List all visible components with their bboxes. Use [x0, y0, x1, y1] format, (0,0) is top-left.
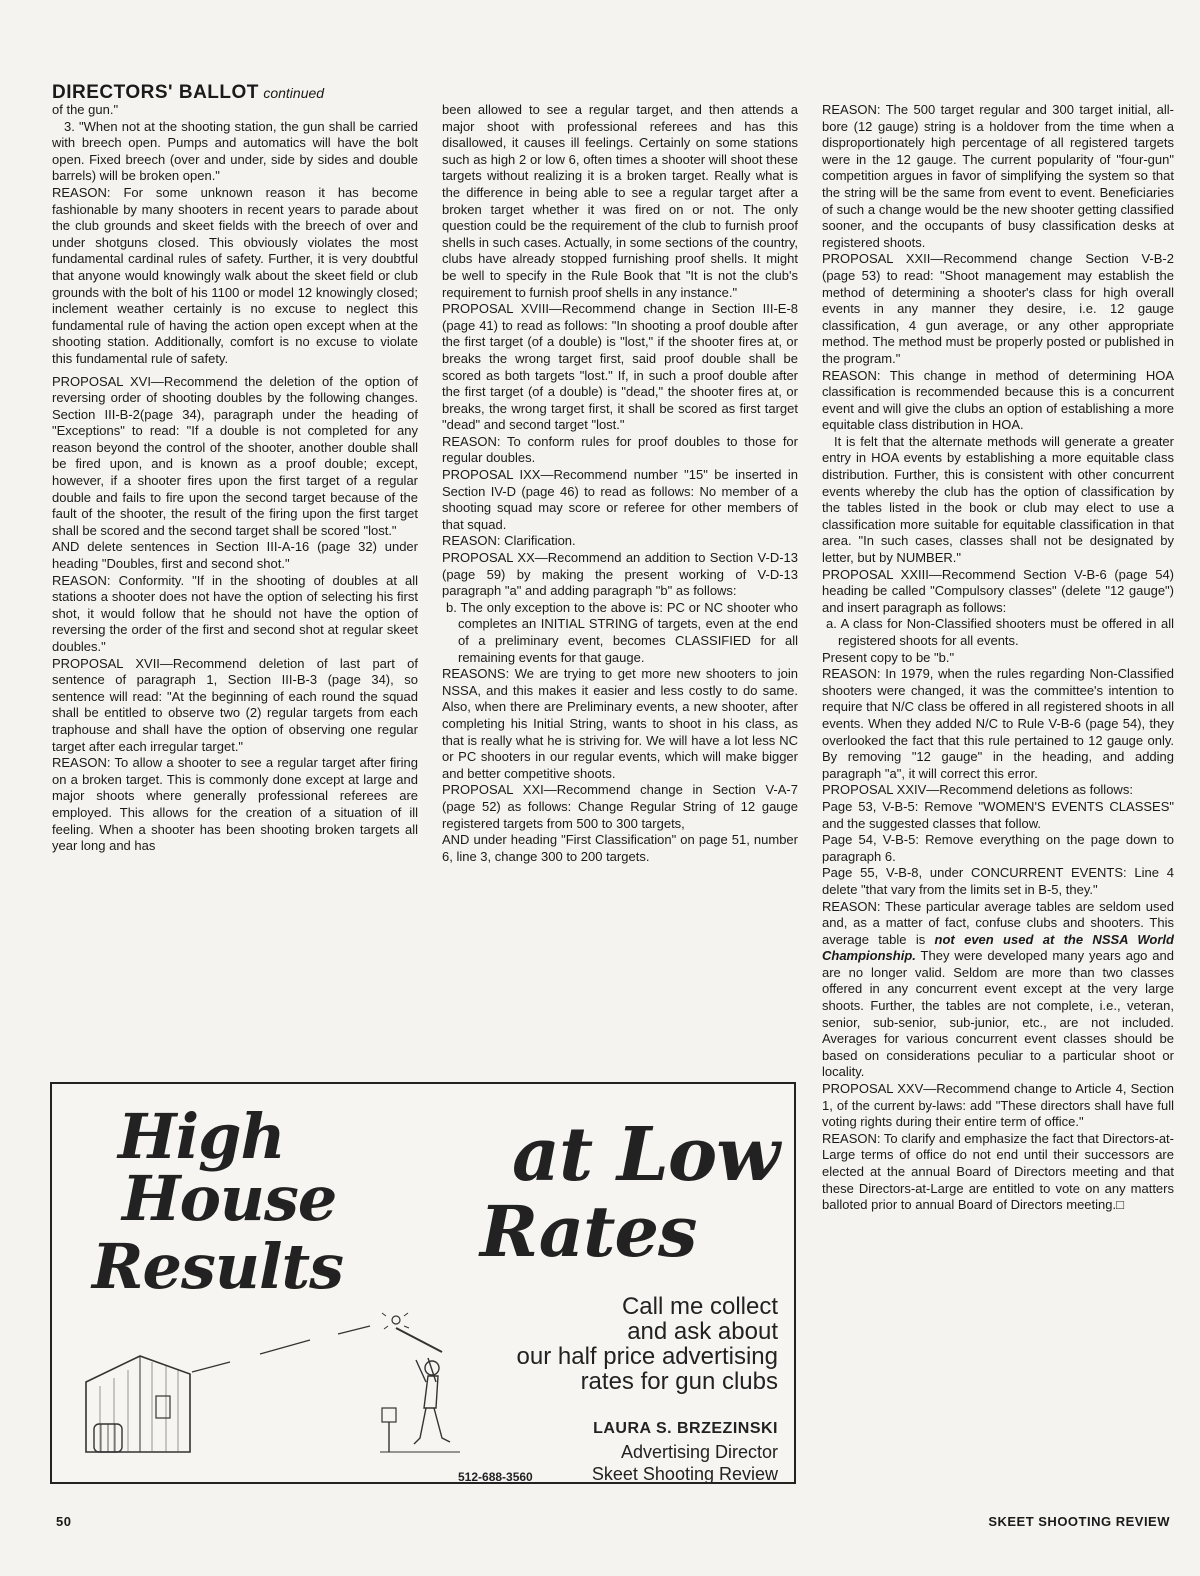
emphasis-text: not even used at the NSSA World Championship.: [822, 931, 1174, 964]
paragraph: [822, 1131, 1174, 1214]
paragraph: AND under heading "First Classification" on page 51, number 6, line 3, change 300 to 200 targets.: [442, 832, 798, 864]
ad-call-line: our half price advertising: [516, 1343, 778, 1370]
ad-headline-at-low: at Low: [512, 1112, 779, 1198]
paragraph: REASON: To allow a shooter to see a regular target after firing on a broken target. This is commonly done except at large and major shoots where generally professional referees are employed. This allows for the creation of a situation of ill feeling. When a shooter has been shooting broken targets all year long and has: [52, 755, 418, 854]
paragraph: [822, 899, 1174, 1082]
ad-call-line: and ask about: [627, 1318, 778, 1345]
section-header: [52, 82, 324, 104]
text-column-2: [442, 102, 798, 865]
paragraph: 3. "When not at the shooting station, the gun shall be carried with breech open. Pumps and automatics will have the bolt open. Fixed breech (over and under, side by sides and double barrels) will be broken open.": [52, 118, 418, 184]
paragraph: Present copy to be "b.": [822, 649, 955, 665]
paragraph: AND delete sentences in Section III-A-16 (page 32) under heading "Doubles, first and second shot.": [52, 539, 418, 572]
paragraph: REASON: This change in method of determining HOA classification is recommended because this is a concurrent event and will give the clubs an option of establishing a more equitable class distribution in HOA.: [822, 367, 1174, 433]
paragraph: been allowed to see a regular target, and then attends a major shoot with professional referees and has this disallowed, it causes ill feelings. Certainly on some stations such as high 2 or low 6, often times a shooter will shoot these targets without realizing it is a broken target. Really what is the difference in being able to see a regular target after a broken target whether it was fired on or not. The only question could be the requirement of the club to furnish proof shells in such cases. Actually, in some sections of the country, clubs have already stopped furnishing proof shells. It might be well to specify in the Rule Book that "It is not the club's requirement to furnish proof shells in any instance.": [442, 102, 798, 300]
ad-call-line: Call me collect: [621, 1293, 778, 1320]
ad-headline-rates: Rates: [480, 1190, 697, 1273]
paragraph: It is felt that the alternate methods will generate a greater entry in HOA events by establishing a more equitable class distribution. Further, this is consistent with other concurrent events whereby the club has the option of classification by the tables listed in the book or club may elect to use a classification more suitable for equitable classification in that area. "In such cases, classes shall not be designated by letter, but by NUMBER.": [822, 433, 1174, 566]
paragraph: Page 55, V-B-8, under CONCURRENT EVENTS: Line 4 delete "that vary from the limits set in B-5, they.": [822, 865, 1174, 897]
paragraph: of the gun.": [52, 102, 119, 117]
paragraph: REASON: Conformity. "If in the shooting of doubles at all stations a shooter does not have the option of selecting his first shot, it would follow that he should not have the option of reversing the order of the first and second shot at regular skeet doubles.": [52, 572, 418, 654]
ad-phone-number: 512-688-3560: [458, 1470, 533, 1484]
paragraph: PROPOSAL XXV—Recommend change to Article 4, Section 1, of the current by-laws: add "These directors shall have full voting rights during their entire term of office.": [822, 1081, 1174, 1130]
paragraph: PROPOSAL XXIV—Recommend deletions as follows:: [822, 782, 1133, 798]
section-title: DIRECTORS' BALLOT: [52, 82, 259, 103]
ad-call-line: rates for gun clubs: [580, 1368, 778, 1395]
paragraph: REASON: For some unknown reason it has become fashionable by many shooters in recent years to parade about the club grounds and skeet fields with the breech of over and under shotguns closed. This obviously violates the most fundamental cardinal rules of safety. Further, it is very doubtful that anyone would knowingly walk about the skeet field or club grounds with the bolt of his 1100 or model 12 knowingly closed; inclement weather certainly is no excuse to neglect this fundamental rule of having the action open except when at the shooting station. Additionally, comfort is no excuse to violate this fundamental rule of safety.: [52, 184, 418, 366]
continued-label: continued: [263, 85, 325, 101]
text-run: REASON: To clarify and emphasize the fact that Directors-at-Large terms of office do not end until their successors are elected at the annual Board of Directors meeting and that these Directors-at-Large are entitled to vote on any matters balloted prior to annual Board of Directors meeting.: [822, 1130, 1174, 1213]
ad-call-text: [458, 1294, 778, 1394]
ad-headline-results: Results: [92, 1230, 344, 1303]
paragraph: PROPOSAL XVIII—Recommend change in Section III-E-8 (page 41) to read as follows: "In shooting a proof double after the first target (of a double) is "lost," if the shooter fires at, or breaks the wrong target first, said proof double shall be scored as both targets "lost." If, in such a proof double after the first target (of a double) is "dead," the shooter fires at, or breaks, the wrong target first, it shall be scored as first target "dead" and second target "lost.": [442, 301, 798, 433]
ad-headline-house: House: [122, 1162, 337, 1235]
skeet-house-illustration: [80, 1312, 460, 1460]
paragraph: REASON: The 500 target regular and 300 target initial, all-bore (12 gauge) string is a holdover from the time when a disproportionately high percentage of all registered targets were in the 12 gauge. The current popularity of "four-gun" competition argues in favor of simplifying the system so that the string will be the same from event to event. Beneficiaries of such a change would be the new shooter getting classified sooner, and the occupants of busy classification desks at registered shoots.: [822, 102, 1174, 250]
paragraph: Page 53, V-B-5: Remove "WOMEN'S EVENTS CLASSES" and the suggested classes that follow.: [822, 798, 1174, 831]
ad-contact-name: LAURA S. BRZEZINSKI: [593, 1420, 778, 1437]
advertisement: [50, 1082, 796, 1484]
paragraph: PROPOSAL IXX—Recommend number "15" be inserted in Section IV-D (page 46) to read as follows: No member of a shooting squad may score or referee for other members of that squad.: [442, 467, 798, 532]
publication-name: SKEET SHOOTING REVIEW: [988, 1514, 1170, 1529]
paragraph: Page 54, V-B-5: Remove everything on the page down to paragraph 6.: [822, 832, 1174, 864]
ad-publication: Skeet Shooting Review: [591, 1464, 778, 1484]
paragraph: REASONS: We are trying to get more new shooters to join NSSA, and this makes it easier and less costly to do same. Also, when there are Preliminary events, a new shooter, after completing his Initial String, wants to shoot in his class, as that is really what he is striving for. We will have a lot less NC or PC shooters in our regular events, which will make bigger and better competitive shoots.: [442, 666, 798, 781]
paragraph: PROPOSAL XXII—Recommend change Section V-B-2 (page 53) to read: "Shoot management may establish the method of determining a shooter's class for high overall events in any manner they desire, i.e. 12 gauge classification, 4 gun average, or any other appropriate method. The method must be properly posted or published in the program.": [822, 251, 1174, 366]
ad-contact-title: Advertising Director: [620, 1442, 778, 1462]
text-run: REASON: These particular average tables are seldom used and, as a matter of fact, confuse clubs and shooters. This average table is: [822, 898, 1174, 947]
paragraph: PROPOSAL XVII—Recommend deletion of last part of sentence of paragraph 1, Section III-B-3 (page 34), so sentence will read: "At the beginning of each round the squad shall be entitled to observe two (2) regular targets from each traphouse and shall have the option of observing one regular target after each irregular target.": [52, 655, 418, 754]
paragraph: REASON: Clarification.: [442, 533, 576, 549]
paragraph: PROPOSAL XX—Recommend an addition to Section V-D-13 (page 59) by making the present working of V-D-13 paragraph "a" and adding paragraph "b" as follows:: [442, 550, 798, 599]
paragraph: REASON: To conform rules for proof doubles to those for regular doubles.: [442, 433, 798, 466]
paragraph: PROPOSAL XXIII—Recommend Section V-B-6 (page 54) heading be called "Compulsory classes" (delete "12 gauge") and insert paragraph as follows:: [822, 566, 1174, 615]
end-mark: □: [1116, 1197, 1124, 1213]
paragraph: b. The only exception to the above is: PC or NC shooter who completes an INITIAL STRING of targets, even at the end of a preliminary event, becomes CLASSIFIED for all remaining events for that gauge.: [446, 599, 798, 665]
paragraph: PROPOSAL XXI—Recommend change in Section V-A-7 (page 52) as follows: Change Regular String of 12 gauge registered targets from 500 to 300 targets,: [442, 782, 798, 831]
ad-headline-high: High: [118, 1100, 285, 1173]
text-column-1: [52, 102, 418, 855]
paragraph: PROPOSAL XVI—Recommend the deletion of the option of reversing order of shooting doubles by the following changes. Section III-B-2(page 34), paragraph under the heading of "Exceptions" to read: "If a double is not completed for any reason beyond the control of the shooter, another double shall be fired upon, and is known as a proof double; except, however, if a shooter fires upon the first target of a regular double and fails to fire upon the second target because of the fault of the shooter, the result of the firing upon the first target shall be scored and the second target shall be scored "lost.": [52, 373, 418, 538]
text-run: They were developed many years ago and are no longer valid. Seldom are more than two classes offered in any concurrent event except at the very large shoots. Further, the tables are not complete, i.e., veteran, senior, sub-senior, sub-junior, etc., are not included. Averages for various concurrent event classes should be based on considerations peculiar to a particular shoot or locality.: [822, 948, 1174, 1080]
paragraph: REASON: In 1979, when the rules regarding Non-Classified shooters were changed, it was the committee's intention to require that N/C class be offered in all registered shoots in all events. When they added N/C to Rule V-B-6 (page 54), they overlooked the fact that this rule pertained to 12 gauge only. By removing "12 gauge" in the heading, and adding paragraph "a", it will correct this error.: [822, 666, 1174, 781]
page-number: 50: [56, 1514, 72, 1529]
paragraph: a. A class for Non-Classified shooters must be offered in all registered shoots for all events.: [826, 616, 1174, 648]
text-column-3: [822, 102, 1174, 1214]
